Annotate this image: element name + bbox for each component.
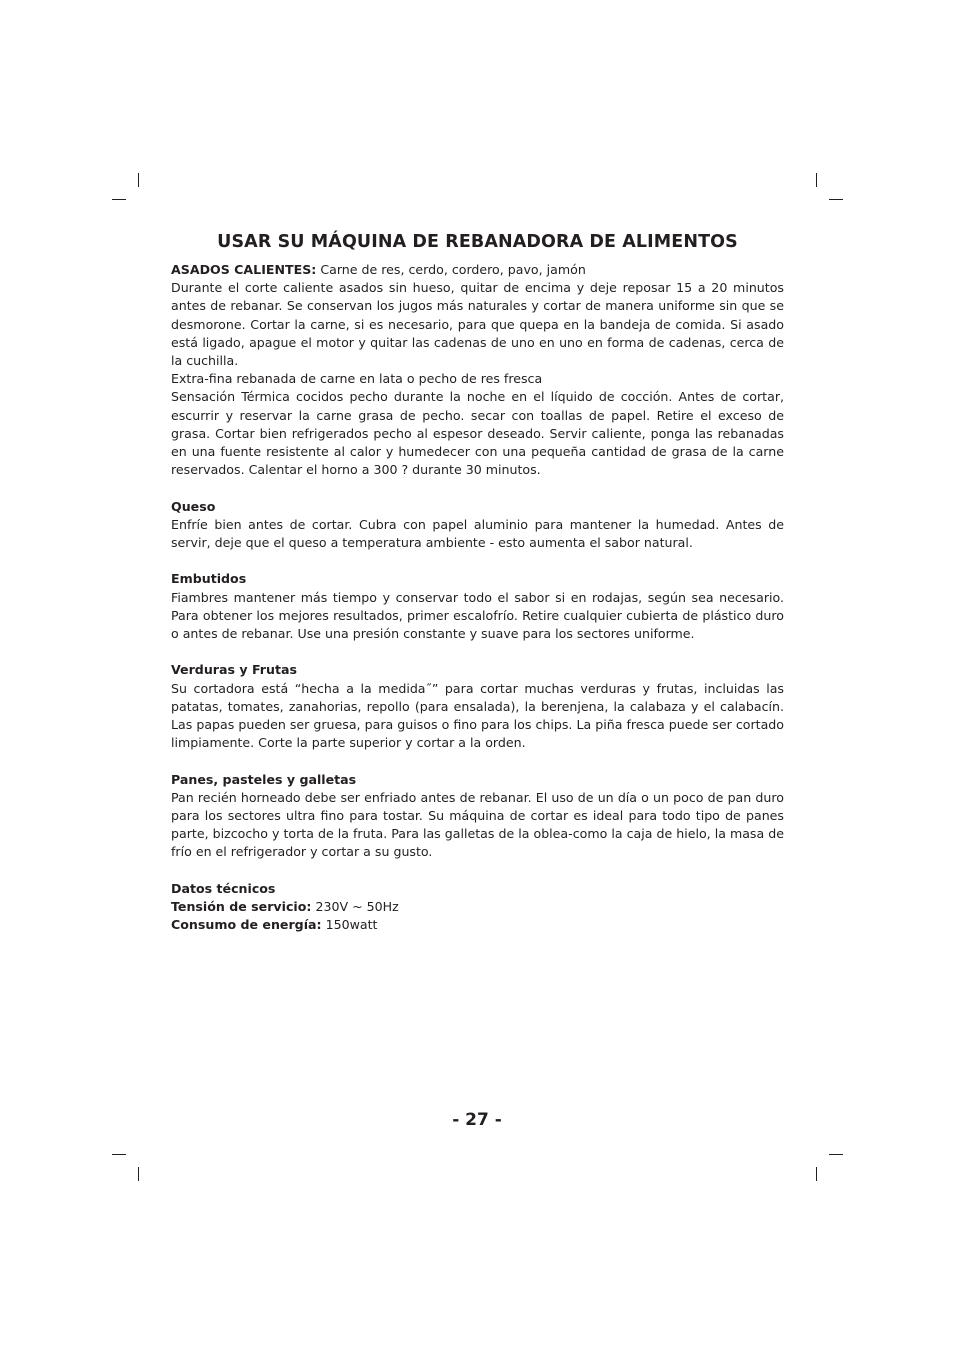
verduras-heading (171, 661, 784, 679)
panes-heading-text: Panes, pasteles y galletas (171, 771, 357, 787)
power-label: Consumo de energía: (171, 917, 322, 933)
asados-paragraph-3: Sensación Térmica cocidos pecho durante la noche en el líquido de cocción. Antes de cortar, escurrir y reservar la carne grasa de pecho. secar con toallas de papel. Retire el exceso de grasa. Cortar bien refrigerados pecho al espesor deseado. Servir caliente, ponga las rebanadas en una fuente resistente al calor y humedecer con una pequeña cantidad de grasa de la carne reservados. Calentar el horno a 300 ? durante 30 minutos. (171, 389, 784, 478)
crop-mark-top-left-vertical (138, 173, 139, 187)
voltage-label: Tensión de servicio: (171, 899, 312, 915)
crop-mark-top-left-horizontal (112, 199, 126, 200)
voltage-value: 230V ~ 50Hz (311, 899, 399, 915)
queso-heading-text: Queso (171, 498, 216, 514)
asados-heading: ASADOS CALIENTES: (171, 262, 317, 277)
asados-meats: Carne de res, cerdo, cordero, pavo, jamón (316, 262, 586, 277)
asados-intro (171, 261, 784, 279)
page-title: USAR SU MÁQUINA DE REBANADORA DE ALIMENTOS (217, 232, 738, 252)
asados-paragraph-1: Durante el corte caliente asados sin hueso, quitar de encima y deje reposar 15 a 20 minutos antes de rebanar. Se conservan los jugos más naturales y cortar de manera uniforme sin que se desmorone. Cortar la carne, si es necesario, para que quepa en la bandeja de comida. Si asado está ligado, apague el motor y quitar las cadenas de uno en uno en forma de cadenas, cerca de la cuchilla. (171, 280, 784, 369)
crop-mark-bottom-right-horizontal (829, 1154, 843, 1155)
queso-body: Enfríe bien antes de cortar. Cubra con papel aluminio para mantener la humedad. Antes de servir, deje que el queso a temperatura ambiente - esto aumenta el sabor natural. (171, 516, 784, 551)
queso-heading (171, 498, 784, 516)
datos-heading-text: Datos técnicos (171, 880, 276, 896)
crop-mark-top-right-vertical (816, 173, 817, 187)
voltage-spec (171, 898, 784, 916)
embutidos-heading-text: Embutidos (171, 571, 247, 587)
crop-mark-bottom-left-horizontal (112, 1154, 126, 1155)
verduras-body: Su cortadora está “hecha a la medida˝” para cortar muchas verduras y frutas, incluidas las patatas, tomates, zanahorias, repollo (para ensalada), la berenjena, la calabaza y el calabacín. Las papas pueden ser gruesa, para guisos o fino para los chips. La piña fresca puede ser cortado limpiamente. Corte la parte superior y cortar a la orden. (171, 680, 784, 751)
embutidos-body: Fiambres mantener más tiempo y conservar todo el sabor si en rodajas, según sea necesario. Para obtener los mejores resultados, primer escalofrío. Retire cualquier cubierta de plástico duro o antes de rebanar. Use una presión constante y suave para los sectores uniforme. (171, 589, 784, 642)
embutidos-heading (171, 570, 784, 588)
panes-heading (171, 771, 784, 789)
power-spec (171, 916, 784, 934)
power-value: 150watt (321, 917, 378, 933)
crop-mark-bottom-right-vertical (816, 1167, 817, 1181)
document-body (171, 261, 784, 934)
panes-body: Pan recién horneado debe ser enfriado antes de rebanar. El uso de un día o un poco de pan duro para los sectores ultra fino para tostar. Su máquina de cortar es ideal para todo tipo de panes parte, bizcocho y torta de la fruta. Para las galletas de la oblea-como la caja de hielo, la masa de frío en el refrigerador y cortar a su gusto. (171, 789, 784, 860)
datos-heading (171, 880, 784, 898)
page-number: - 27 - (452, 1110, 502, 1130)
verduras-heading-text: Verduras y Frutas (171, 662, 297, 678)
crop-mark-bottom-left-vertical (138, 1167, 139, 1181)
crop-mark-top-right-horizontal (829, 199, 843, 200)
asados-paragraph-2: Extra-fina rebanada de carne en lata o pecho de res fresca (171, 371, 543, 387)
